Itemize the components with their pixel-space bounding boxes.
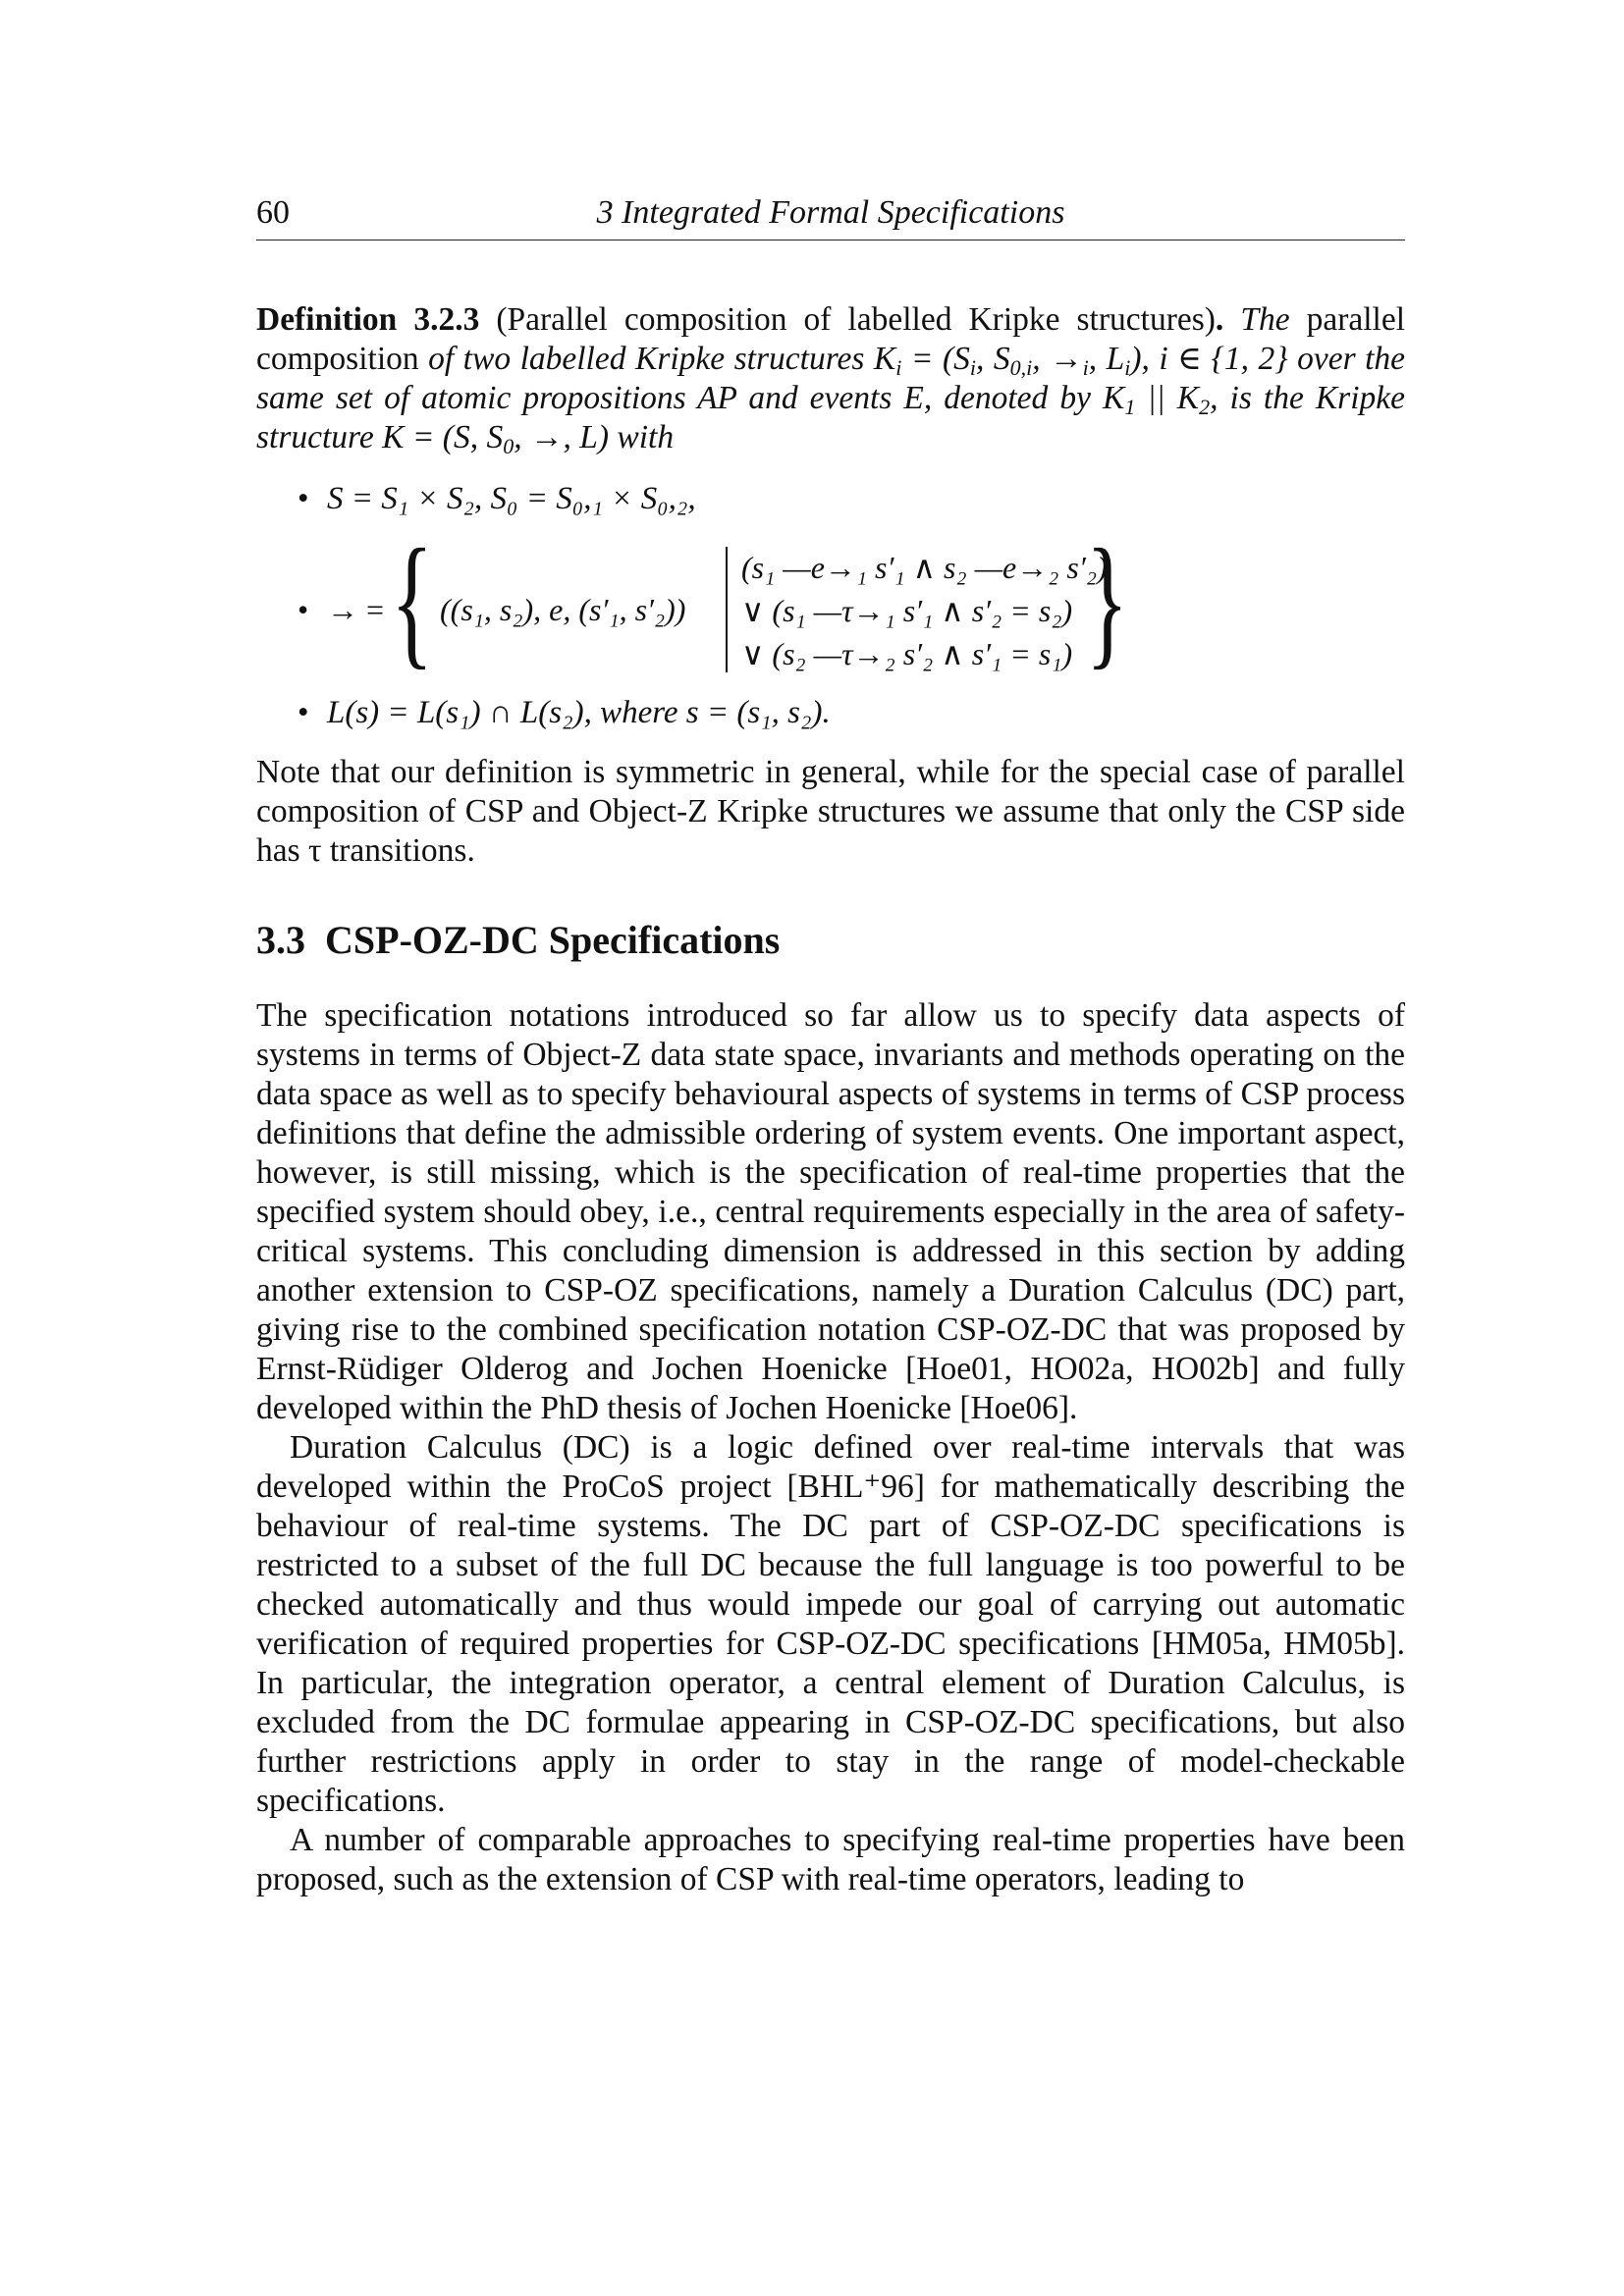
formula: ), i ∈ {1, 2} [1130,341,1288,377]
definition-text: , →, L) with [514,419,675,455]
section-title: CSP-OZ-DC Specifications [325,918,781,962]
subscript: 0 [503,434,514,458]
definition-label: Definition 3.2.3 [256,301,480,338]
left-brace: { [391,519,434,682]
paragraph-text: Note that our definition is symmetric in general, while for the special case of parallel composition of CSP and Object-Z Kripke structures we assume that only the CSP side has τ transitions. [256,754,1405,869]
definition-text: of two labelled Kripke structures K [428,341,896,377]
set-element: ((s₁, s₂), e, (s′₁, s′₂)) [440,592,686,627]
condition-line: (s₁ —e→₁ s′₁ ∧ s₂ —e→₂ s′₂) [741,550,1108,585]
definition-term: parallel composition [256,301,1406,377]
bullet-dot: • [298,481,309,516]
formula: , → [1032,341,1083,377]
formula: = (S [901,341,970,377]
definition-text: The [1240,301,1290,338]
definition-title: (Parallel composition of labelled Kripke structures) [496,301,1216,338]
subscript: i [1124,355,1131,380]
bullet-dot: • [298,592,309,627]
subscript: i [969,355,976,380]
subscript: 1 [1124,395,1136,419]
page-number: 60 [256,194,290,231]
set-separator-bar [726,547,728,672]
subscript: 2 [1199,395,1211,419]
condition-line: ∨ (s₂ —τ→₂ s′₂ ∧ s′₁ = s₁) [741,636,1073,671]
body-text [256,996,1405,1899]
condition-line: ∨ (s₁ —τ→₁ s′₁ ∧ s′₂ = s₂) [741,593,1073,628]
definition-text: , is the Kripke structure K = (S, S [256,380,1406,455]
subscript: i [1082,355,1089,380]
definition-text: over the same set of atomic propositions AP and events E, denoted by K [256,341,1406,416]
running-header [256,192,1405,240]
bullet-dot: • [298,695,309,730]
definition-block: Definition 3.2.3 (Parallel composition of labelled Kripke structures). The parallel composition of two labelled Kripke structures $K_i = (S_i$, $S_{0,i}$, $\to_i$, $L_i$), i ∈ {1, 2} over the same set of atomic propositions AP and events E, denoted by $K_1$ || $K_2$, is the Kripke structure K = (S, $S_0$, →, L) with [256,301,1406,458]
formula: , S [975,341,1010,377]
right-brace: } [1086,519,1129,682]
formula: , L [1088,341,1125,377]
note-paragraph [256,753,1405,871]
definition-text: || K [1135,380,1200,416]
subscript: 0,i [1009,355,1033,380]
section-heading [256,917,780,963]
subscript: i [895,355,902,380]
section-number: 3.3 [256,918,305,962]
transition-symbol: → = [327,592,385,627]
paragraph: The specification notations introduced so far allow us to specify data aspects of systems in terms of Object-Z data state space, invariants and methods operating on the data space as well as to specify behavioural aspects of systems in terms of CSP process definitions that define the admissible ordering of system events. One important aspect, however, is still missing, which is the specification of real-time properties that the specified system should obey, i.e., central requirements especially in the area of safety-critical systems. This concluding dimension is addressed in this section by adding another extension to CSP-OZ specifications, namely a Duration Calculus (DC) part, giving rise to the combined specification notation CSP-OZ-DC that was proposed by Ernst-Rüdiger Olderog and Jochen Hoenicke [Hoe01, HO02a, HO02b] and fully developed within the PhD thesis of Jochen Hoenicke [Hoe06]. [256,997,1405,1426]
bullet-transition-set [298,519,1348,682]
paragraph: Duration Calculus (DC) is a logic defined over real-time intervals that was developed within the ProCoS project [BHL⁺96] for mathematically describing the behaviour of real-time systems. The DC part of CSP-OZ-DC specifications is restricted to a subset of the full DC because the full language is too powerful to be checked automatically and thus would impede our goal of carrying out automatic verification of required properties for CSP-OZ-DC specifications [HM05a, HM05b]. In particular, the integration operator, a central element of Duration Calculus, is excluded from the DC formulae appearing in CSP-OZ-DC specifications, but also further restrictions apply in order to stay in the range of model-checkable specifications. [256,1429,1405,1819]
chapter-title: 3 Integrated Formal Specifications [596,194,1065,231]
bullet-text: L(s) = L(s₁) ∩ L(s₂), where s = (s₁, s₂). [327,695,831,730]
bullet-text: S = S₁ × S₂, S₀ = S₀,₁ × S₀,₂, [327,481,696,516]
paragraph: A number of comparable approaches to specifying real-time properties have been proposed, such as the extension of CSP with real-time operators, leading to [256,1822,1405,1897]
